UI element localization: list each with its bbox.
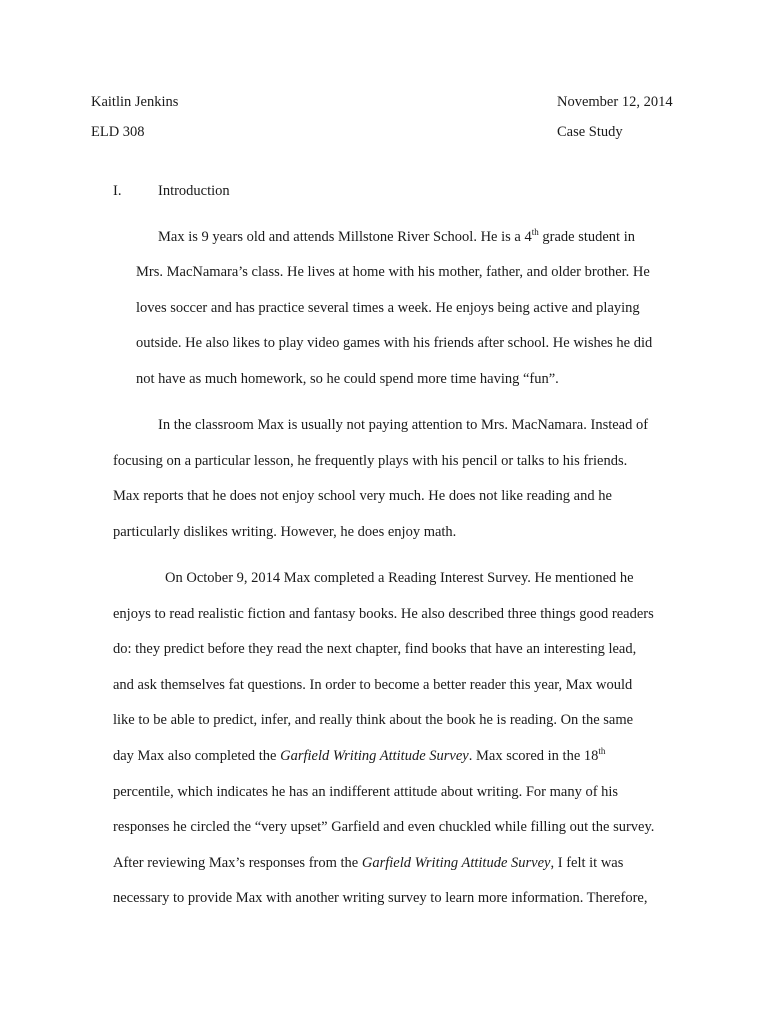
p2-line-2: focusing on a particular lesson, he frequently plays with his pencil or talks to his friends.: [113, 453, 628, 469]
p1-line-2: Mrs. MacNamara’s class. He lives at home with his mother, father, and older brother. He: [136, 264, 650, 280]
section-numeral: I.: [113, 183, 122, 199]
p3-line-2: enjoys to read realistic fiction and fantasy books. He also described three things good readers: [113, 606, 654, 622]
survey-title: Garfield Writing Attitude Survey: [280, 748, 469, 764]
section-title: Introduction: [158, 183, 230, 199]
p1-line-4: outside. He also likes to play video games with his friends after school. He wishes he did: [136, 335, 653, 351]
p3-line-5: like to be able to predict, infer, and really think about the book he is reading. On the same: [113, 712, 634, 728]
p3-line-4: and ask themselves fat questions. In order to become a better reader this year, Max would: [113, 677, 633, 693]
p3-line-1: On October 9, 2014 Max completed a Reading Interest Survey. He mentioned he: [165, 570, 634, 586]
p1-line-5: not have as much homework, so he could spend more time having “fun”.: [136, 371, 559, 387]
document-type: Case Study: [557, 124, 623, 140]
p3-line-10: necessary to provide Max with another writing survey to learn more information. Therefore,: [113, 890, 648, 906]
p1-line-1: Max is 9 years old and attends Millstone River School. He is a 4th grade student in: [158, 227, 635, 245]
p3-line-3: do: they predict before they read the next chapter, find books that have an interesting lead,: [113, 641, 637, 657]
p2-line-1: In the classroom Max is usually not paying attention to Mrs. MacNamara. Instead of: [158, 417, 649, 433]
p3-line-7: percentile, which indicates he has an indifferent attitude about writing. For many of his: [113, 784, 619, 800]
p3-line-6: day Max also completed the Garfield Writing Attitude Survey. Max scored in the 18th: [113, 746, 606, 764]
p3-line-9: After reviewing Max’s responses from the Garfield Writing Attitude Survey, I felt it was: [113, 855, 624, 871]
document-date: November 12, 2014: [557, 94, 673, 110]
p2-line-3: Max reports that he does not enjoy school very much. He does not like reading and he: [113, 488, 612, 504]
survey-title: Garfield Writing Attitude Survey: [361, 855, 551, 871]
p3-line-8: responses he circled the “very upset” Garfield and even chuckled while filling out the survey.: [113, 819, 655, 835]
course-code: ELD 308: [91, 124, 145, 140]
p1-line-3: loves soccer and has practice several times a week. He enjoys being active and playing: [136, 300, 640, 316]
author-name: Kaitlin Jenkins: [91, 94, 179, 110]
p2-line-4: particularly dislikes writing. However, he does enjoy math.: [113, 524, 457, 540]
